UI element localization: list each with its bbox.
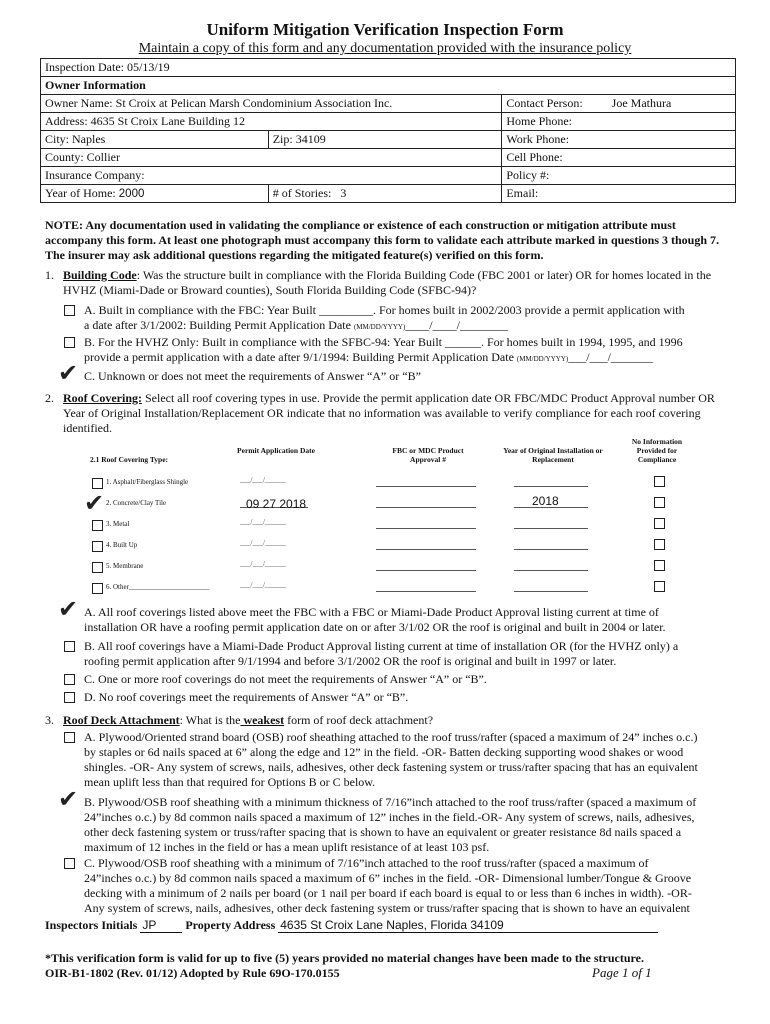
inspection-date-value: 05/13/19: [126, 60, 170, 74]
year-installed-field[interactable]: [514, 486, 588, 487]
question-text: form of roof deck attachment?: [284, 713, 434, 727]
work-phone-label: Work Phone:: [506, 132, 570, 146]
address-label: Address:: [45, 114, 88, 128]
question-text: Select all roof covering types in use. Provide the permit application date OR FBC/MDC Product Approval number OR Year of Original Installation/Replacement OR indicate that no information was available to verify compliance for each roof covering identified.: [63, 391, 715, 435]
address-cell[interactable]: [41, 113, 502, 131]
q3-option-b[interactable]: [64, 795, 736, 855]
year-installed-field[interactable]: [514, 570, 588, 571]
owner-info-heading: Owner Information: [41, 77, 736, 95]
roof-type-label: 4. Built Up: [106, 541, 138, 549]
contact-person-label: Contact Person:: [506, 96, 583, 110]
option-line: shingles. -OR- Any system of screws, nails, adhesives, other deck fastening system or truss/rafter spacing that has an equivalent: [84, 760, 698, 774]
checkbox[interactable]: [64, 858, 75, 869]
property-address-label: Property Address: [185, 918, 276, 932]
option-line: A. Built in compliance with the FBC: Year Built _________. For homes built in 2002/2003 provide a permit application with: [84, 303, 685, 317]
year-installed-field[interactable]: 2018: [532, 494, 559, 508]
option-line: decking with a minimum of 2 nails per board (or 1 nail per board if each board is equal to or less than 6 inches in width). -OR-: [84, 886, 692, 900]
q2-option-a[interactable]: [64, 605, 736, 635]
owner-name-cell[interactable]: [41, 95, 502, 113]
permit-date-field[interactable]: 09 27 2018: [246, 497, 307, 511]
option-line: 24”inches o.c.) by 8d common nails spaced a maximum of 12” inches in the field.-OR- Any system of screws, nails, adhesives,: [84, 810, 695, 824]
product-approval-field[interactable]: [376, 507, 476, 508]
question-number: 1.: [45, 268, 54, 282]
date-blank: ____/____/________: [405, 318, 508, 332]
city-label: City:: [45, 132, 70, 146]
no-info-checkbox[interactable]: [654, 581, 665, 592]
permit-date-field[interactable]: ___/___/______: [240, 476, 286, 484]
checkmark-icon[interactable]: ✔: [58, 785, 79, 813]
roof-type-label: 6. Other_______________________: [106, 583, 210, 591]
permit-date-field[interactable]: ___/___/______: [240, 560, 286, 568]
stories-label: # of Stories:: [272, 186, 332, 200]
inspectors-initials-label: Inspectors Initials: [45, 918, 138, 932]
checkbox[interactable]: [92, 478, 103, 489]
page-number: Page 1 of 1: [592, 965, 652, 980]
date-format-hint: (MM/DD/YYYY): [516, 355, 569, 363]
checkbox[interactable]: [64, 641, 75, 652]
no-info-checkbox[interactable]: [654, 518, 665, 529]
col-year-installed: Year of Original Installation or Replacement: [503, 446, 603, 464]
option-line: A. Plywood/Oriented strand board (OSB) roof sheathing attached to the roof truss/rafter (spaced a maximum of 24” inches o.c.): [84, 730, 698, 744]
product-approval-field[interactable]: [376, 570, 476, 571]
product-approval-field[interactable]: [376, 549, 476, 550]
owner-info-table: [40, 58, 736, 203]
form-subtitle: Maintain a copy of this form and any documentation provided with the insurance policy: [138, 41, 632, 56]
roof-row-tile: [92, 497, 692, 513]
zip-value: 34109: [295, 132, 326, 146]
q3-option-a[interactable]: [64, 730, 736, 790]
insurance-company-label: Insurance Company:: [45, 168, 145, 182]
option-line: other deck fastening system or truss/rafter spacing that is shown to have an equivalent or greater resistance 8d nails spaced a: [84, 825, 682, 839]
stories-cell[interactable]: [268, 185, 502, 203]
option-line: by staples or 6d nails spaced at 6” along the edge and 12” in the field. -OR- Batten decking supporting wood shakes or wood: [84, 745, 684, 759]
validity-statement: *This verification form is valid for up to five (5) years provided no material changes have been made to the structure.: [45, 951, 644, 965]
zip-cell[interactable]: [268, 131, 502, 149]
option-line: 24”inches o.c.) by 8d common nails spaced a maximum of 6” inches in the field. -OR- Dimensional lumber/Tongue & Groove: [84, 871, 692, 885]
permit-date-field[interactable]: ___/___/______: [240, 539, 286, 547]
year-of-home-value: 2000: [118, 188, 145, 200]
county-label: County:: [45, 150, 84, 164]
roof-row-metal: [92, 518, 692, 534]
stories-value: 3: [340, 186, 347, 200]
cell-phone-cell[interactable]: [502, 149, 736, 167]
option-line: C. One or more roof coverings do not meet the requirements of Answer “A” or “B”.: [84, 672, 487, 686]
checkbox[interactable]: [64, 674, 75, 685]
checkmark-icon[interactable]: ✔: [84, 489, 105, 517]
q2-option-c[interactable]: [64, 672, 736, 687]
no-info-checkbox[interactable]: [654, 476, 665, 487]
footer-signature-line: [45, 918, 735, 933]
checkbox[interactable]: [92, 583, 103, 594]
date-format-hint: (MM/DD/YYYY): [353, 323, 406, 331]
year-installed-field[interactable]: [514, 549, 588, 550]
no-info-checkbox[interactable]: [654, 560, 665, 571]
checkbox[interactable]: [64, 732, 75, 743]
option-line: mean uplift less than that required for Options B or C below.: [84, 775, 376, 789]
work-phone-cell[interactable]: [502, 131, 736, 149]
question-text: : What is the: [179, 713, 241, 727]
home-phone-label: Home Phone:: [506, 114, 573, 128]
col-roof-covering-type: 2.1 Roof Covering Type:: [90, 455, 169, 464]
checkbox[interactable]: [64, 305, 75, 316]
home-phone-cell[interactable]: [502, 113, 736, 131]
question-number: 3.: [45, 713, 54, 727]
year-of-home-label: Year of Home:: [45, 186, 116, 200]
form-identifier: OIR-B1-1802 (Rev. 01/12) Adopted by Rule 69O-170.0155: [45, 966, 340, 980]
zip-label: Zip:: [272, 132, 293, 146]
checkbox[interactable]: [64, 692, 75, 703]
county-cell[interactable]: [41, 149, 502, 167]
product-approval-field[interactable]: [376, 486, 476, 487]
year-installed-field[interactable]: [514, 528, 588, 529]
option-line: B. Plywood/OSB roof sheathing with a minimum thickness of 7/16”inch attached to the roof truss/rafter (spaced a maximum of: [84, 795, 697, 809]
roof-type-label: 5. Membrane: [106, 562, 144, 570]
option-line: provide a permit application with a date after 9/1/1994: Building Permit Application Date: [84, 350, 514, 364]
option-line: B. All roof coverings have a Miami-Dade Product Approval listing current at time of installation OR (for the HVHZ only) a: [84, 639, 679, 653]
owner-name-label: Owner Name:: [45, 96, 113, 110]
option-line: maximum of 12 inches in the field or has a mean uplift resistance of at least 103 psf.: [84, 840, 490, 854]
q2-option-d[interactable]: [64, 690, 736, 705]
permit-date-field[interactable]: ___/___/______: [240, 581, 286, 589]
email-cell[interactable]: [502, 185, 736, 203]
option-line: B. For the HVHZ Only: Built in compliance with the SFBC-94: Year Built ______. For homes built in 1994, 1995, and 1996: [84, 335, 683, 349]
checkbox[interactable]: [92, 520, 103, 531]
owner-name-value: St Croix at Pelican Marsh Condominium Association Inc.: [115, 96, 393, 110]
checkmark-icon[interactable]: ✔: [58, 595, 79, 623]
county-value: Collier: [86, 150, 120, 164]
option-line: C. Unknown or does not meet the requirements of Answer “A” or “B”: [84, 369, 421, 383]
contact-person-value: Joe Mathura: [611, 96, 672, 110]
permit-date-field[interactable]: ___/___/______: [240, 518, 286, 526]
form-title: Uniform Mitigation Verification Inspection Form: [206, 20, 564, 39]
policy-cell[interactable]: [502, 167, 736, 185]
option-line: installation OR have a roofing permit application date on or after 3/1/02 OR the roof is original and built in 2004 or later.: [84, 620, 666, 634]
question-1: [45, 268, 735, 298]
question-text: : Was the structure built in compliance with the Florida Building Code (FBC 2001 or later) OR for homes located in the HVHZ (Miami-Dade or Broward counties), South Florida Building Code (SFBC-94)?: [63, 268, 712, 297]
question-3: [45, 713, 735, 728]
q2-option-b[interactable]: [64, 639, 736, 669]
inspection-date-label: Inspection Date:: [45, 60, 124, 74]
col-permit-date: Permit Application Date: [237, 446, 315, 455]
roof-row-other: [92, 581, 692, 597]
checkbox[interactable]: [92, 541, 103, 552]
checkmark-icon[interactable]: ✔: [58, 359, 79, 387]
no-info-checkbox[interactable]: [654, 539, 665, 550]
insurance-company-cell[interactable]: [41, 167, 502, 185]
email-label: Email:: [506, 186, 539, 200]
checkbox[interactable]: [92, 562, 103, 573]
policy-label: Policy #:: [506, 168, 550, 182]
option-line: roofing permit application after 9/1/1994 and before 3/1/2002 OR the roof is original and built in 1997 or later.: [84, 654, 617, 668]
roof-type-label: 1. Asphalt/Fiberglass Shingle: [106, 478, 189, 486]
product-approval-field[interactable]: [376, 528, 476, 529]
question-title: Roof Deck Attachment: [63, 713, 180, 727]
q3-option-c[interactable]: [64, 856, 736, 916]
option-line: C. Plywood/OSB roof sheathing with a minimum of 7/16”inch attached to the roof truss/rafter (spaced a maximum of: [84, 856, 649, 870]
no-info-checkbox[interactable]: [654, 497, 665, 508]
col-product-approval: FBC or MDC Product Approval #: [392, 446, 464, 464]
question-number: 2.: [45, 391, 54, 405]
city-value: Naples: [72, 132, 106, 146]
inspectors-initials-field[interactable]: JP: [140, 918, 182, 933]
property-address-field[interactable]: 4635 St Croix Lane Naples, Florida 34109: [278, 918, 658, 933]
date-blank: ___/___/_______: [568, 350, 653, 364]
q1-option-b[interactable]: [64, 335, 736, 367]
roof-type-label: 2. Concrete/Clay Tile: [106, 499, 167, 507]
product-approval-field[interactable]: [376, 591, 476, 592]
documentation-note: NOTE: Any documentation used in validating the compliance or existence of each construction or mitigation attribute must accompany this form. At least one photograph must accompany this form to validate each attribute marked in questions 3 though 7. The insurer may ask additional questions regarding the mitigated feature(s) verified on this form.: [45, 218, 720, 262]
year-of-home-cell[interactable]: [41, 185, 269, 203]
roof-row-built-up: [92, 539, 692, 555]
question-title: Roof Covering:: [63, 391, 142, 405]
col-no-information: No Information Provided for Compliance: [631, 437, 683, 464]
cell-phone-label: Cell Phone:: [506, 150, 563, 164]
q1-option-a[interactable]: [64, 303, 736, 335]
question-2: [45, 391, 735, 436]
city-cell[interactable]: [41, 131, 269, 149]
option-line: A. All roof coverings listed above meet the FBC with a FBC or Miami-Dade Product Approval listing current at time of: [84, 605, 659, 619]
q1-option-c[interactable]: [64, 369, 736, 384]
roof-row-membrane: [92, 560, 692, 576]
checkbox[interactable]: [64, 337, 75, 348]
option-line: a date after 3/1/2002: Building Permit Application Date: [84, 318, 351, 332]
question-title: Building Code: [63, 268, 137, 282]
weakest-emphasis: weakest: [240, 713, 285, 727]
option-line: D. No roof coverings meet the requirements of Answer “A” or “B”.: [84, 690, 409, 704]
option-line: Any system of screws, nails, adhesives, other deck fastening system or truss/rafter spacing that is shown to have an equivalent: [84, 901, 690, 915]
contact-person-cell[interactable]: [502, 95, 736, 113]
address-value: 4635 St Croix Lane Building 12: [90, 114, 246, 128]
roof-type-label: 3. Metal: [106, 520, 130, 528]
inspection-date-cell[interactable]: [41, 59, 736, 77]
roof-row-asphalt: [92, 476, 692, 492]
year-installed-field[interactable]: [514, 591, 588, 592]
